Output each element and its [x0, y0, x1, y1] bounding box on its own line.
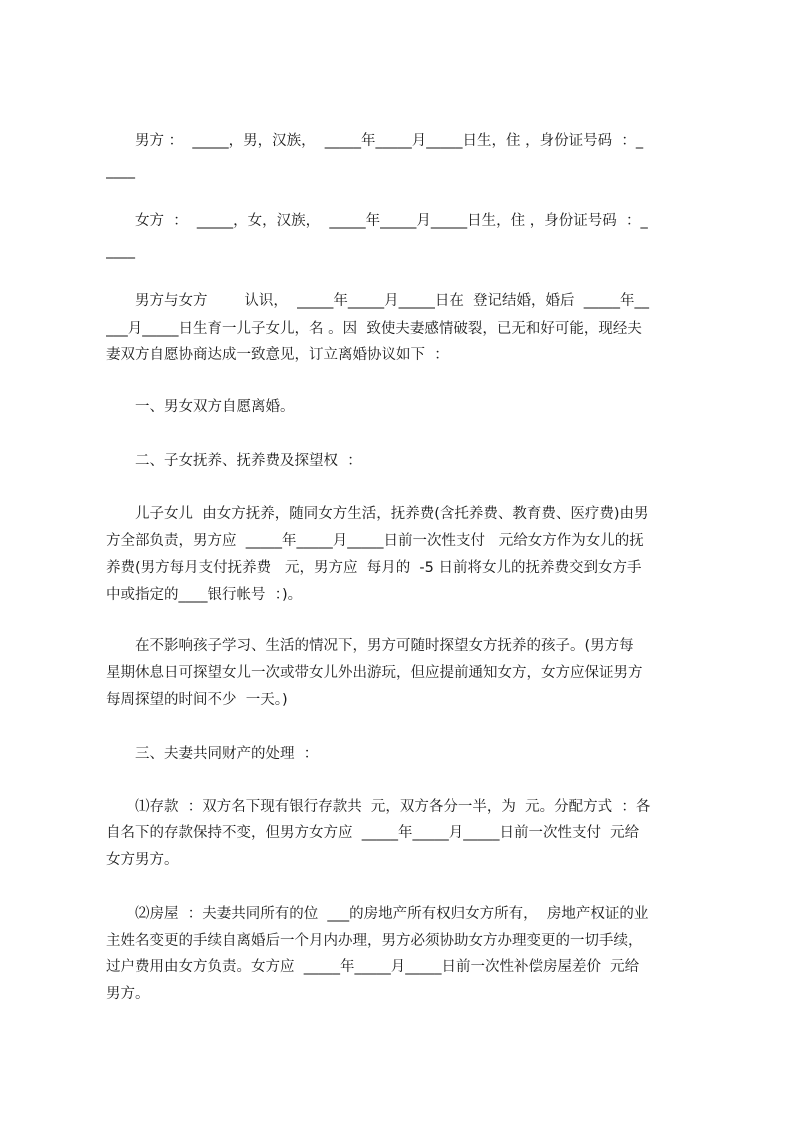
- visitation-line-1: 在不影响孩子学习、生活的情况下，男方可随时探望女方抚养的孩子。(男方每: [106, 638, 634, 654]
- custody-line-4: 中或指定的____银行帐号 ：)。: [106, 587, 303, 603]
- custody-line-3: 养费(男方每月支付抚养费 元，男方应 每月的 -5 日前将女儿的抚养费交到女方手: [106, 560, 642, 576]
- female-party-line-1: 女方 ： _____，女，汉族， _____年_____月_____日生，住 ，身份证号码 ：_: [106, 213, 648, 229]
- custody-line-2: 方全部负责，男方应 _____年_____月_____日前一次性支付 元给女方作为女儿的抚: [106, 533, 644, 549]
- house-line-4: 男方。: [106, 986, 150, 1002]
- deposit-line-1: ⑴存款 ：双方名下现有银行存款共 元，双方各分一半，为 元。分配方式 ：各: [106, 799, 651, 815]
- male-party-line-1: 男方 ： _____，男，汉族， _____年_____月_____日生，住 ，身份证号码 ：_: [106, 133, 644, 149]
- section-heading-3: 三、夫妻共同财产的处理 ：: [106, 746, 319, 762]
- intro-line-3: 妻双方自愿协商达成一致意见，订立离婚协议如下 ：: [106, 347, 449, 363]
- deposit-line-3: 女方男方。: [106, 852, 179, 868]
- house-line-1: ⑵房屋 ：夫妻共同所有的位 ___的房地产所有权归女方所有， 房地产权证的业: [106, 906, 649, 922]
- custody-line-1: 儿子女儿 由女方抚养，随同女方生活，抚养费(含托养费、教育费、医疗费)由男: [106, 506, 649, 522]
- section-heading-1: 一、男女双方自愿离婚。: [106, 399, 295, 415]
- intro-line-2: ___月_____日生育一儿子女儿，名 。因 致使夫妻感情破裂，已无和好可能，现经夫: [106, 321, 642, 337]
- visitation-line-2: 星期休息日可探望女儿一次或带女儿外出游玩，但应提前通知女方，女方应保证男方: [106, 665, 643, 681]
- visitation-line-3: 每周探望的时间不少 一天。): [106, 692, 288, 708]
- intro-line-1: 男方与女方 认识， _____年_____月_____日在 登记结婚，婚后 _____年__: [106, 293, 650, 309]
- house-line-3: 过户费用由女方负责。女方应 _____年_____月_____日前一次性补偿房屋差价 元给: [106, 959, 640, 975]
- deposit-line-2: 自名下的存款保持不变，但男方女方应 _____年_____月_____日前一次性支付 元给: [106, 825, 640, 841]
- male-party-line-2: ____: [106, 163, 135, 179]
- house-line-2: 主姓名变更的手续自离婚后一个月内办理，男方必须协助女方办理变更的一切手续，: [106, 933, 643, 949]
- female-party-line-2: ____: [106, 243, 135, 259]
- section-heading-2: 二、子女抚养、抚养费及探望权 ：: [106, 453, 362, 469]
